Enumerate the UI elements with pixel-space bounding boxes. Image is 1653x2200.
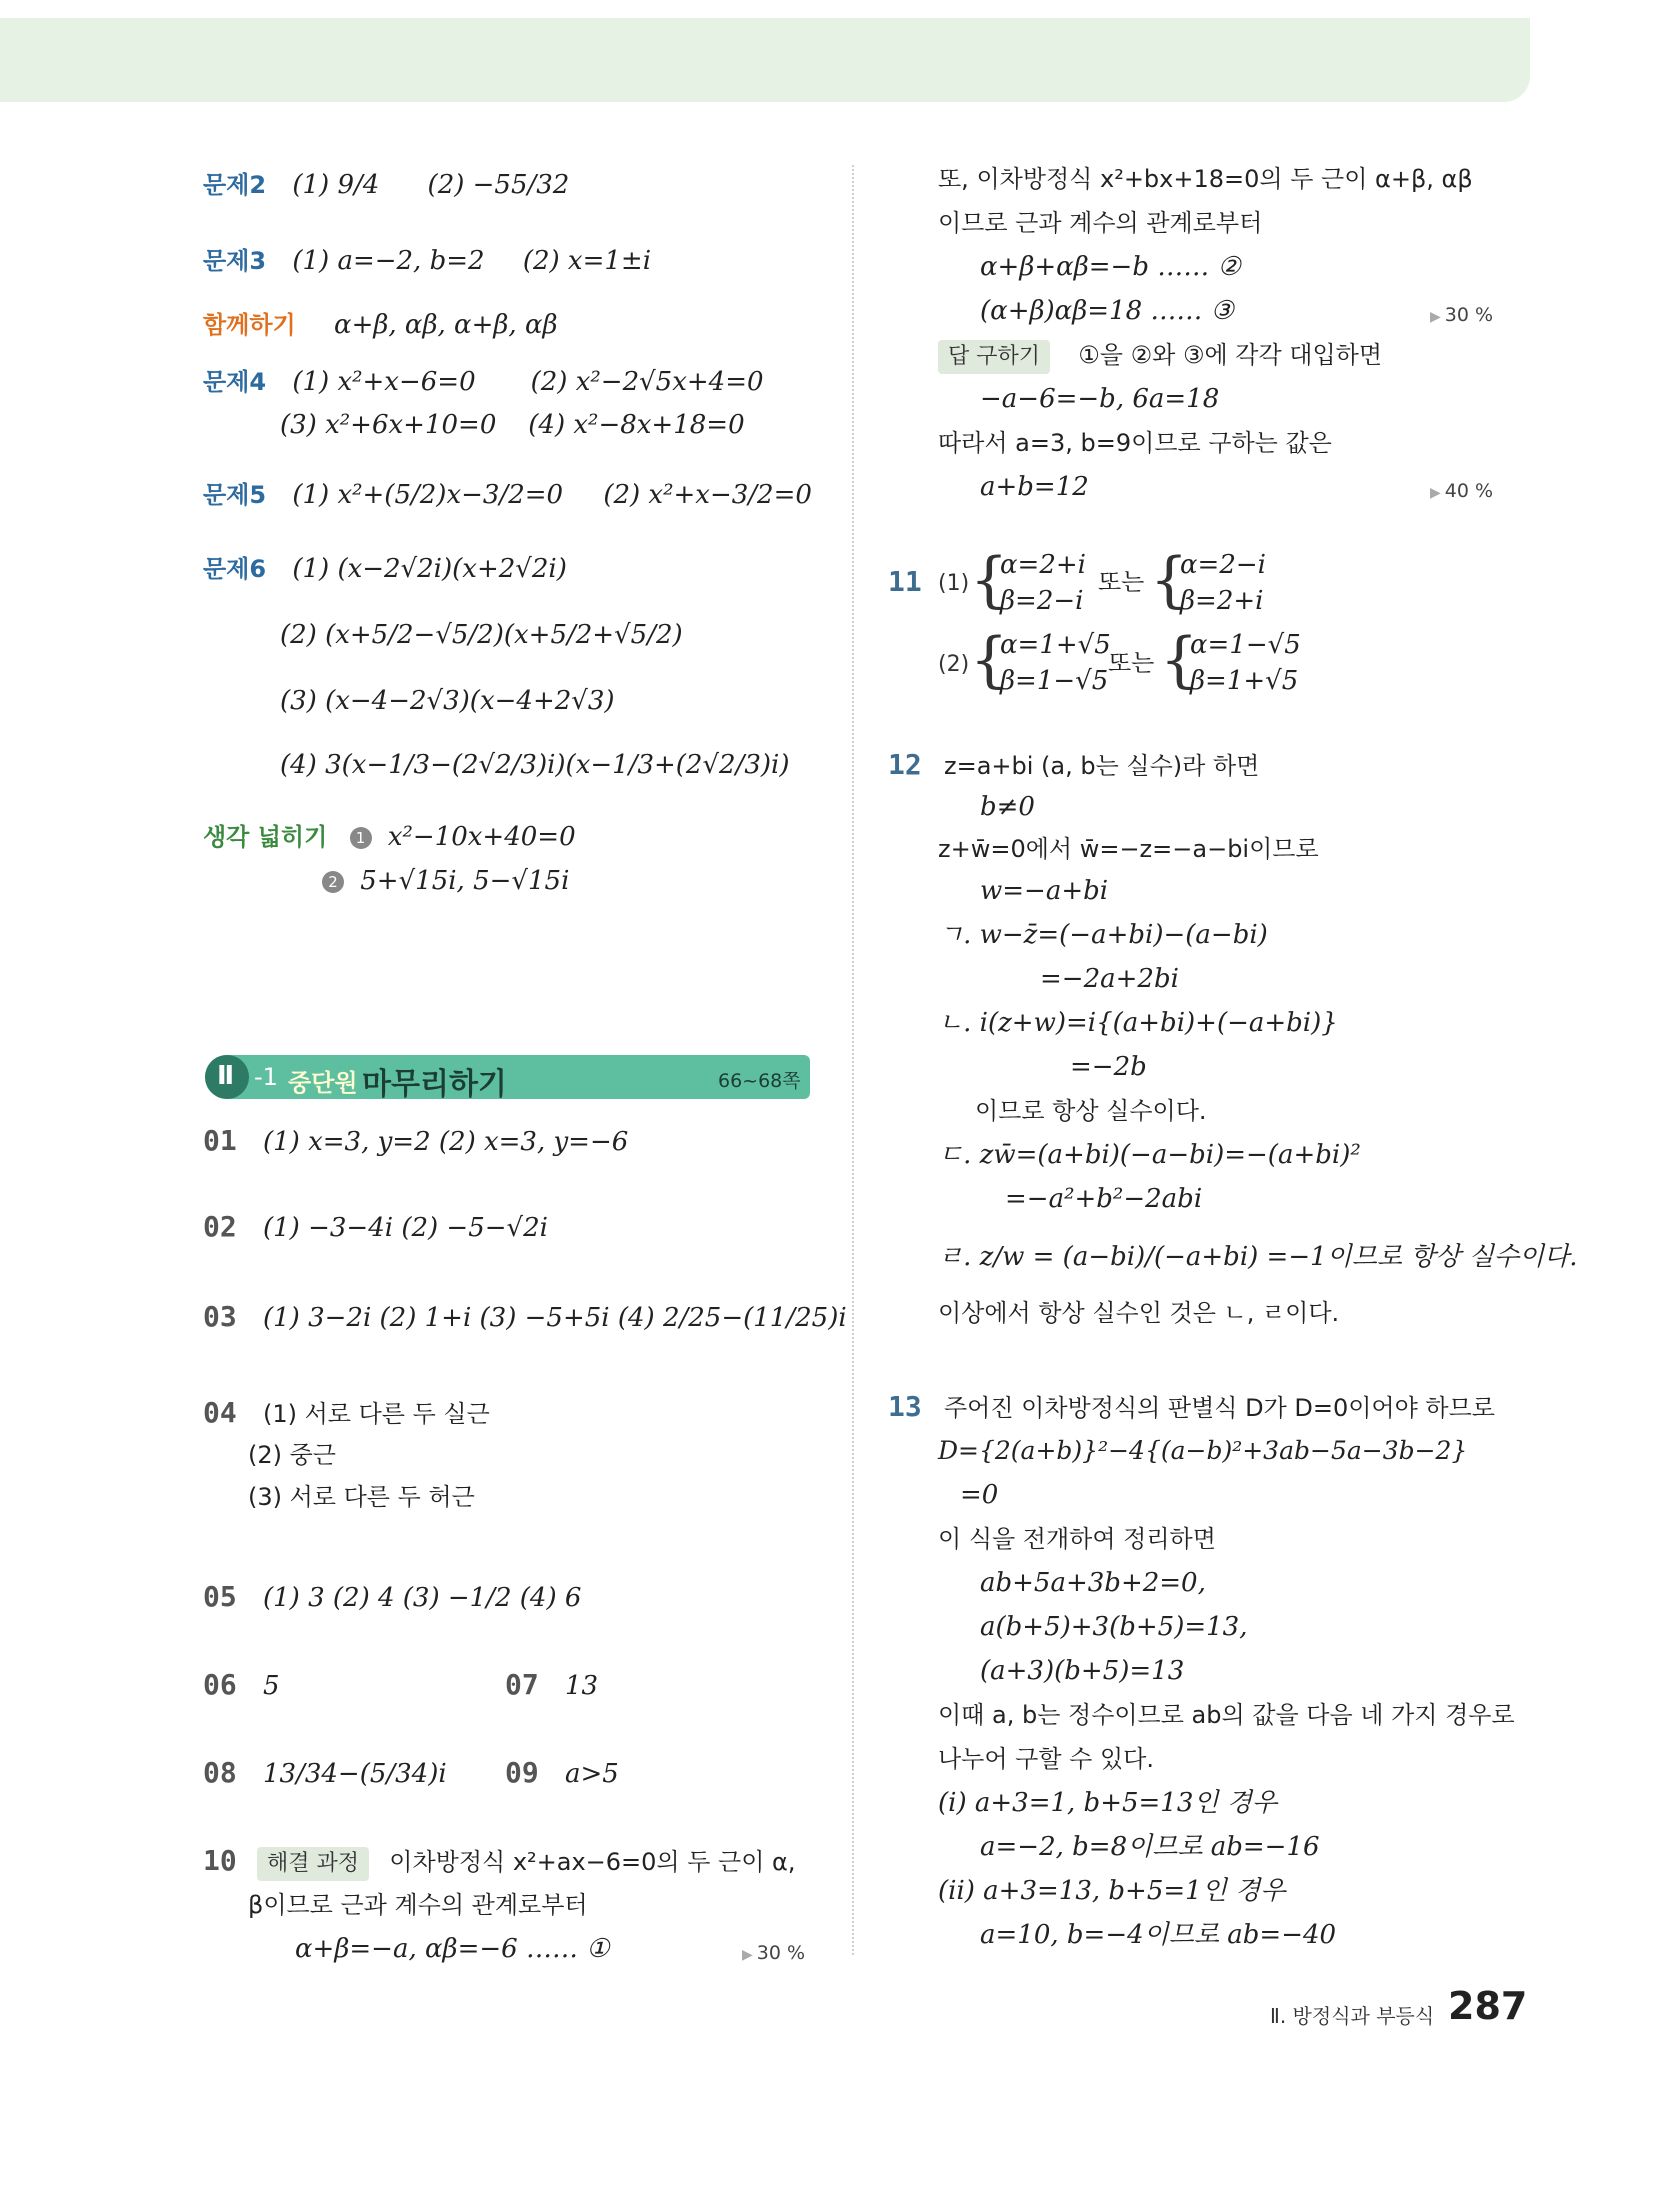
answer-09 [505,1756,619,1791]
answer: (3) x²+6x+10=0 [280,410,497,440]
answer: (4) 3(x−1/3−(2√2/3)i)(x−1/3+(2√2/3)i) [280,750,790,780]
score-percent [1430,296,1493,334]
left-brace: { [970,545,1009,615]
answer-04 [203,1396,490,1431]
case-line [1190,628,1301,662]
solution-line: −a−6=−b, 6a=18 [980,384,1220,414]
answer-number: 03 [203,1300,237,1333]
solution-line: z+w̄=0에서 w̄=−z=−a−bi이므로 [938,835,1319,863]
a13-l3 [960,1478,998,1512]
chapter-title: Ⅱ. 방정식과 부등식 [1270,2004,1435,2028]
answer: (4) x²−8x+18=0 [528,410,745,440]
answer: (2) x²+x−3/2=0 [603,480,812,510]
left-brace: { [1150,545,1189,615]
or-text: 또는 [1098,568,1145,596]
solution-line: α+β=−a, αβ=−6 …… ① [295,1934,610,1964]
solution-line: 이 식을 전개하여 정리하면 [938,1525,1216,1553]
a12-l4 [980,874,1108,908]
answer-08 [203,1756,447,1791]
sub-label: (1) [938,571,970,596]
answer: (2) 중근 [248,1441,336,1469]
case-text: α=1+√5 [1000,630,1111,660]
or-word [1098,565,1144,599]
a13-l8 [938,1698,1515,1732]
a13-l12 [938,1874,1285,1908]
r10-l8 [980,470,1089,504]
answer: (2) x²−2√5x+4=0 [530,367,764,397]
solution-line: b≠0 [980,792,1035,822]
a13-l2 [938,1434,1467,1468]
answer-number: 13 [888,1390,922,1423]
answer: a>5 [564,1759,619,1789]
score-percent [742,1934,805,1972]
answer: x²−10x+40=0 [387,822,576,852]
banner-mid: 중단원 [288,1069,358,1097]
solution-line: a=−2, b=8이므로 ab=−16 [980,1832,1320,1862]
together-section [203,308,558,342]
score-percent [1430,472,1493,510]
solution-line: ㄹ. z/w = (a−bi)/(−a+bi) =−1이므로 항상 실수이다. [938,1242,1578,1272]
answer: 5+√15i, 5−√15i [360,866,570,896]
answer: α+β, αβ, α+β, αβ [334,310,558,340]
case-line [1190,664,1298,698]
answer-number: 12 [888,748,922,781]
score-text: ▶ 30 % [742,1942,805,1964]
answer-number: 10 [203,1844,237,1877]
case-text: α=1−√5 [1190,630,1301,660]
answer-11 [888,565,922,600]
think-wider [203,820,576,854]
solution-line: 따라서 a=3, b=9이므로 구하는 값은 [938,429,1332,457]
answer-10-l3 [295,1932,610,1966]
solution-line: ㄱ. w−z̄=(−a+bi)−(a−bi) [938,920,1268,950]
answer-06 [203,1668,280,1703]
solution-line: (ⅰ) a+3=1, b+5=13인 경우 [938,1788,1278,1818]
a13-l7 [980,1654,1184,1688]
answer-number: 07 [505,1668,539,1701]
answer: 5 [262,1671,280,1701]
problem-6 [203,552,567,586]
problem-2 [203,168,569,202]
a13-l11 [980,1830,1320,1864]
solution-line: 나누어 구할 수 있다. [938,1745,1154,1773]
solution-line: 이때 a, b는 정수이므로 ab의 값을 다음 네 가지 경우로 [938,1701,1515,1729]
answer: (1) x²+x−6=0 [292,367,476,397]
answer-number: 09 [505,1756,539,1789]
solution-line: w=−a+bi [980,876,1109,906]
problem-label: 문제2 [203,171,267,199]
r10-l4 [980,294,1234,328]
answer: 13 [564,1671,599,1701]
a13-l10 [938,1786,1277,1820]
case-line [1000,664,1108,698]
problem-6-4 [280,748,789,782]
a12-l13 [938,1296,1339,1330]
a12-l3 [938,832,1319,866]
solution-line: (ⅱ) a+3=13, b+5=1인 경우 [938,1876,1286,1906]
answer-10 [203,1844,796,1881]
answer: (1) a=−2, b=2 [292,246,485,276]
answer: (1) 3−2i (2) 1+i (3) −5+5i (4) 2/25−(11/25)i [262,1303,847,1333]
r10-l2 [938,206,1262,240]
solution-line: a+b=12 [980,472,1089,502]
answer-11-sub1 [938,565,969,601]
r10-l3 [980,250,1241,284]
case-text: β=2−i [1000,586,1084,616]
solution-line: α+β+αβ=−b …… ② [980,252,1241,282]
left-brace: { [1160,625,1199,695]
answer-number: 11 [888,565,922,598]
solution-line: 이상에서 항상 실수인 것은 ㄴ, ㄹ이다. [938,1299,1340,1327]
a12-l2 [980,790,1035,824]
case-text: α=2+i [1000,550,1086,580]
answer: (3) (x−4−2√3)(x−4+2√3) [280,686,615,716]
a13-l4 [938,1522,1216,1556]
a13-l6 [980,1610,1247,1644]
a12-l5 [938,918,1268,952]
a12-l9 [975,1094,1207,1128]
r10-l7 [938,426,1332,460]
problem-6-3 [280,684,615,718]
case-line [1000,548,1086,582]
a12-l12 [938,1240,1578,1274]
answer: (1) 9/4 [292,170,380,200]
solution-line: =−a²+b²−2abi [1005,1184,1203,1214]
think-wider-2 [322,864,569,898]
solution-line: 또, 이차방정식 x²+bx+18=0의 두 근이 α+β, αβ [938,165,1473,193]
a12-l6 [1040,962,1179,996]
solution-line: β이므로 근과 계수의 관계로부터 [248,1891,588,1919]
banner-title: 마무리하기 [362,1067,507,1102]
solution-line: ①을 ②와 ③에 각각 대입하면 [1078,341,1382,369]
answer-10-l2 [248,1888,588,1922]
answer: (2) (x+5/2−√5/2)(x+5/2+√5/2) [280,620,683,650]
banner-roman: Ⅱ [217,1061,235,1091]
answer: (2) −55/32 [427,170,570,200]
marker-1: 1 [350,827,372,849]
solution-line: a=10, b=−4이므로 ab=−40 [980,1920,1337,1950]
case-line [1000,628,1111,662]
answer-04-b [248,1438,336,1472]
solution-line: 주어진 이차방정식의 판별식 D가 D=0이어야 하므로 [943,1394,1495,1422]
answer: (2) x=1±i [522,246,652,276]
banner-pages: 66~68쪽 [718,1070,801,1092]
left-brace: { [970,625,1009,695]
problem-label: 문제3 [203,247,267,275]
together-label: 함께하기 [203,311,296,339]
problem-5 [203,478,812,512]
a13-l5 [980,1566,1206,1600]
answer-number: 05 [203,1580,237,1613]
answer: (1) x=3, y=2 (2) x=3, y=−6 [262,1127,629,1157]
solution-line: =−2b [1070,1052,1147,1082]
score-text: ▶ 40 % [1430,480,1493,502]
answer-02 [203,1210,548,1245]
case-text: β=1+√5 [1190,666,1299,696]
score-text: ▶ 30 % [1430,304,1493,326]
case-line [1180,584,1263,618]
solution-line: ㄴ. i(z+w)=i{(a+bi)+(−a+bi)} [938,1008,1338,1038]
answer-tag: 답 구하기 [938,340,1050,374]
answer-05 [203,1580,581,1615]
sub-label: (2) [938,652,970,677]
or-word [1108,646,1154,680]
solution-line: =0 [960,1480,999,1510]
answer-03 [203,1300,847,1335]
top-band [0,18,1530,102]
case-text: α=2−i [1180,550,1266,580]
answer-number: 04 [203,1396,237,1429]
a13-l9 [938,1742,1154,1776]
solution-line: ㄷ. zw̄=(a+bi)(−a−bi)=−(a+bi)² [938,1140,1361,1170]
solution-line: D={2(a+b)}²−4{(a−b)²+3ab−5a−3b−2} [938,1436,1468,1465]
a12-l7 [938,1006,1338,1040]
answer-11-sub2 [938,646,969,682]
solution-line: 이므로 항상 실수이다. [975,1097,1207,1125]
problem-4-row2 [280,408,745,442]
solution-line: 이므로 근과 계수의 관계로부터 [938,209,1263,237]
a12-l11 [1005,1182,1202,1216]
a12-l8 [1070,1050,1147,1084]
think-label: 생각 넓히기 [203,823,328,851]
answer: (1) −3−4i (2) −5−√2i [262,1213,548,1243]
solution-line: =−2a+2bi [1040,964,1179,994]
answer: 13/34−(5/34)i [262,1759,447,1789]
page-number: 287 [1448,1984,1528,2028]
problem-label: 문제6 [203,555,267,583]
problem-3 [203,244,651,278]
answer-number: 06 [203,1668,237,1701]
case-text: β=1−√5 [1000,666,1109,696]
answer: (1) x²+(5/2)x−3/2=0 [292,480,564,510]
answer: (3) 서로 다른 두 허근 [248,1483,475,1511]
or-text: 또는 [1108,649,1155,677]
a13-l13 [980,1918,1336,1952]
problem-label: 문제4 [203,368,267,396]
answer: (1) 서로 다른 두 실근 [262,1400,490,1428]
case-text: β=2+i [1180,586,1264,616]
r10-l1 [938,162,1473,196]
problem-label: 문제5 [203,481,267,509]
column-divider [852,165,854,1955]
case-line [1000,584,1083,618]
answer: (1) 3 (2) 4 (3) −1/2 (4) 6 [262,1583,582,1613]
answer-01 [203,1124,628,1159]
answer-number: 08 [203,1756,237,1789]
answer-04-c [248,1480,475,1514]
answer-07 [505,1668,598,1703]
case-line [1180,548,1266,582]
solution-process-tag: 해결 과정 [257,1847,369,1881]
a12-l10 [938,1138,1361,1172]
answer: (1) (x−2√2i)(x+2√2i) [292,554,567,584]
solution-line: a(b+5)+3(b+5)=13, [980,1612,1248,1642]
problem-6-2 [280,618,683,652]
problem-4 [203,365,764,399]
answer-12 [888,748,1259,783]
r10-l5 [938,338,1382,374]
marker-2: 2 [322,871,344,893]
answer-13 [888,1390,1495,1425]
solution-line: z=a+bi (a, b는 실수)라 하면 [943,752,1260,780]
solution-line: (α+β)αβ=18 …… ③ [980,296,1234,326]
r10-l6 [980,382,1219,416]
answer-number: 01 [203,1124,237,1157]
banner-unit: -1 [254,1063,278,1091]
solution-line: (a+3)(b+5)=13 [980,1656,1185,1686]
solution-line: 이차방정식 x²+ax−6=0의 두 근이 α, [389,1848,796,1876]
solution-line: ab+5a+3b+2=0, [980,1568,1206,1598]
answer-number: 02 [203,1210,237,1243]
